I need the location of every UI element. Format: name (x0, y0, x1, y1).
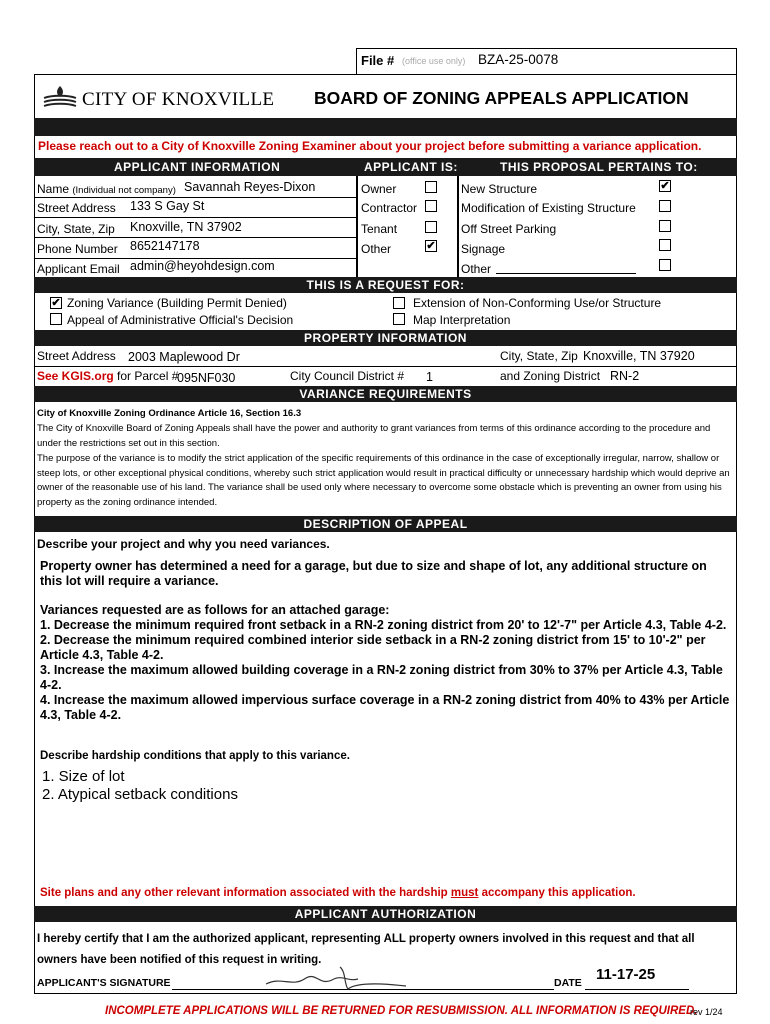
title-rule (34, 118, 737, 136)
section-applicant-information (34, 158, 737, 176)
row-line (34, 237, 356, 238)
extension-label: Extension of Non-Conforming Use/or Structure (413, 296, 662, 310)
date-line (585, 989, 689, 990)
new-structure-checkbox-checked[interactable]: ✔ (660, 180, 670, 192)
signature-label: APPLICANT'S SIGNATURE (37, 977, 171, 989)
appeal-label: Appeal of Administrative Official's Decision (67, 313, 294, 327)
incomplete-warning: INCOMPLETE APPLICATIONS WILL BE RETURNED FOR RESUBMISSION. ALL INFORMATION IS REQUIRED. (105, 1005, 698, 1017)
zoning-field[interactable]: RN-2 (610, 369, 640, 383)
certification-statement: I hereby certify that I am the authorized applicant, representing ALL property owners involved in this request and that all owners have been notified of this request in writing. (37, 933, 695, 966)
council-field[interactable]: 1 (426, 370, 433, 384)
variance-heading: VARIANCE REQUIREMENTS (299, 387, 472, 401)
ordinance-paragraph-2: The purpose of the variance is to modify the strict application of the specific requirements of this ordinance in the case of exceptionally irregular, narrow, shallow or steep lots, or other exceptional physical conditions, whereby such strict application would result in practical difficulty or unnecessary hardship which would deprive an owner of the reasonable use of his land. The variance shall be used only where necessary to overcome some obstacle which is preventing an owner from using his property as the zoning ordinance intended. (37, 453, 730, 508)
applicant-type-tenant: Tenant (361, 222, 398, 236)
section-request-for (34, 277, 737, 293)
section-authorization (34, 906, 737, 922)
tenant-checkbox[interactable] (425, 221, 437, 233)
street-field[interactable]: 133 S Gay St (130, 199, 205, 213)
proposal-modification: Modification of Existing Structure (461, 201, 636, 215)
hardship-item-1: 1. Size of lot (42, 768, 125, 785)
hardship-item-2: 2. Atypical setback conditions (42, 786, 238, 803)
hardship-prompt: Describe hardship conditions that apply to this variance. (40, 750, 350, 762)
kgis-parcel-label: See KGIS.org for Parcel # (37, 369, 179, 383)
ordinance-paragraph-1: The City of Knoxville Board of Zoning Appeals shall have the power and authority to grant variances from terms of this ordinance according to the procedure and under the restrictions set out in this section. (37, 423, 711, 449)
proposal-signage: Signage (461, 242, 506, 256)
contractor-checkbox[interactable] (425, 200, 437, 212)
city-label: City, State, Zip (37, 222, 115, 236)
applicant-is-heading: APPLICANT IS: (364, 160, 458, 174)
proposal-heading: THIS PROPOSAL PERTAINS TO: (500, 160, 698, 174)
applicant-type-other: Other (361, 242, 392, 256)
file-label: File # (361, 53, 395, 68)
email-label: Applicant Email (37, 262, 120, 276)
signature-scribble (262, 958, 412, 992)
variance-item-4: 4. Increase the maximum allowed impervious surface coverage in a RN-2 zoning district from 40% to 43% per Article 4.3, Table 4-2. (40, 693, 730, 722)
site-plans-notice: Site plans and any other relevant information associated with the hardship must accompany this application. (40, 887, 636, 899)
hardship-textarea[interactable] (42, 768, 732, 868)
variance-item-3: 3. Increase the maximum allowed building coverage in a RN-2 zoning district from 30% to 37% per Article 4.3, Table 4-2. (40, 663, 723, 692)
property-city-label: City, State, Zip (500, 349, 578, 363)
section-property-information (34, 330, 737, 346)
description-textarea[interactable] (40, 559, 730, 729)
name-label: Name (Individual not company) (37, 182, 176, 196)
notice-text: Please reach out to a City of Knoxville Zoning Examiner about your project before submitting a variance application. (38, 139, 702, 153)
owner-checkbox[interactable] (425, 181, 437, 193)
proposal-other-line[interactable] (496, 273, 636, 274)
variance-list-heading: Variances requested are as follows for an attached garage: (40, 603, 390, 617)
parking-checkbox[interactable] (659, 220, 671, 232)
street-label: Street Address (37, 201, 116, 215)
section-description (34, 516, 737, 532)
property-street-field[interactable]: 2003 Maplewood Dr (128, 350, 240, 364)
city-logo (40, 84, 308, 114)
zoning-variance-checkbox-checked[interactable]: ✔ (51, 297, 61, 309)
other-checkbox-checked[interactable]: ✔ (426, 240, 436, 252)
column-divider (356, 176, 358, 277)
zoning-variance-label: Zoning Variance (Building Permit Denied) (67, 296, 287, 310)
proposal-other-checkbox[interactable] (659, 259, 671, 271)
extension-checkbox[interactable] (393, 297, 405, 309)
file-number-field[interactable]: BZA-25-0078 (478, 52, 559, 67)
date-label: DATE (554, 977, 582, 989)
phone-label: Phone Number (37, 242, 118, 256)
applicant-type-contractor: Contractor (361, 201, 418, 215)
variance-item-1: 1. Decrease the minimum required front setback in a RN-2 zoning district from 20' to 12'-7" per Article 4.3, Table 4-2. (40, 618, 727, 632)
appeal-checkbox[interactable] (50, 313, 62, 325)
description-heading: DESCRIPTION OF APPEAL (303, 517, 468, 531)
description-intro: Property owner has determined a need for a garage, but due to size and shape of lot, any additional structure on this lot will require a variance. (40, 559, 707, 588)
phone-field[interactable]: 8652147178 (130, 239, 200, 253)
page-title: BOARD OF ZONING APPEALS APPLICATION (314, 88, 689, 108)
city-logo-icon (42, 84, 78, 110)
property-street-label: Street Address (37, 349, 116, 363)
description-prompt: Describe your project and why you need variances. (37, 537, 330, 551)
map-label: Map Interpretation (413, 313, 511, 327)
email-field[interactable]: admin@heyohdesign.com (130, 259, 275, 273)
authorization-heading: APPLICANT AUTHORIZATION (294, 907, 477, 921)
signage-checkbox[interactable] (659, 239, 671, 251)
revision-note: rev 1/24 (690, 1007, 723, 1017)
map-checkbox[interactable] (393, 313, 405, 325)
parcel-field[interactable]: 095NF030 (177, 371, 236, 385)
city-field[interactable]: Knoxville, TN 37902 (130, 220, 242, 234)
section-variance-requirements (34, 386, 737, 402)
zoning-label: and Zoning District (500, 369, 601, 383)
name-field[interactable]: Savannah Reyes-Dixon (184, 180, 316, 194)
proposal-parking: Off Street Parking (461, 222, 557, 236)
request-heading: THIS IS A REQUEST FOR: (306, 278, 465, 292)
kgis-link[interactable]: See KGIS.org (37, 369, 114, 383)
column-divider (457, 176, 459, 277)
applicant-info-heading: APPLICANT INFORMATION (114, 160, 281, 174)
property-heading: PROPERTY INFORMATION (304, 331, 467, 345)
logo-text: CITY OF KNOXVILLE (82, 89, 275, 110)
variance-item-2: 2. Decrease the minimum required combined interior side setback in a RN-2 zoning district from 15' to 10'-2" per Article 4.3, Table 4-2. (40, 633, 706, 662)
modification-checkbox[interactable] (659, 200, 671, 212)
proposal-other: Other (461, 262, 492, 276)
council-label: City Council District # (290, 369, 405, 383)
office-note: (office use only) (402, 56, 466, 66)
date-field[interactable]: 11-17-25 (596, 966, 656, 983)
applicant-type-owner: Owner (361, 182, 397, 196)
property-city-field[interactable]: Knoxville, TN 37920 (583, 349, 695, 363)
ordinance-heading: City of Knoxville Zoning Ordinance Article 16, Section 16.3 (37, 408, 302, 419)
proposal-new-structure: New Structure (461, 182, 538, 196)
row-line (34, 366, 737, 367)
row-line (34, 217, 356, 218)
row-line (34, 197, 356, 198)
